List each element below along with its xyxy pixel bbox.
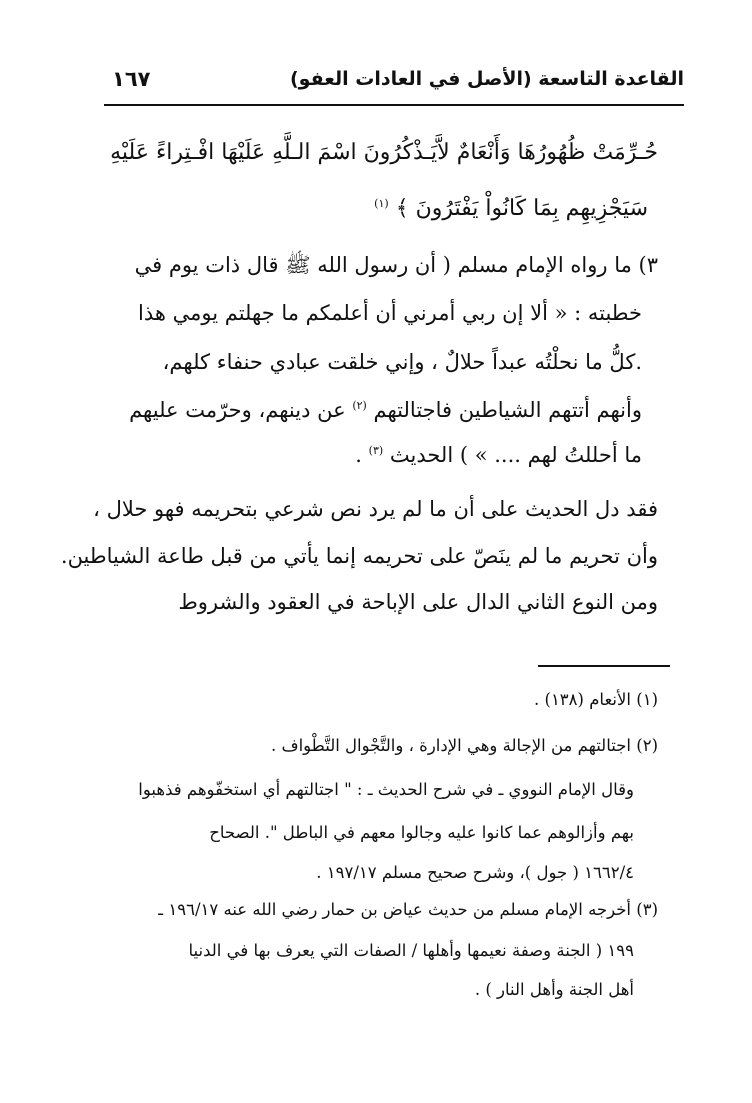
- footnote-3-cont-1: ١٩٩ ( الجنة وصفة نعيمها وأهلها / الصفات التي يعرف بها في الدنيا: [188, 941, 634, 960]
- page-number: ١٦٧: [112, 67, 151, 91]
- verse-text-2: سَيَجْزِيهِم بِمَا كَانُواْ يَفْتَرُونَ ﴾: [395, 196, 648, 221]
- verse-text-1: حُـرِّمَتْ ظُهُورُهَا وَأَنْعَامٌ لاَّيَـذْكُرُونَ اسْمَ الـلَّهِ عَلَيْهَا افْـتِراءً عَلَيْهِ: [110, 140, 658, 165]
- item3-line-1: ٣) ما رواه الإمام مسلم ( أن رسول الله ﷺ قال ذات يوم في: [134, 253, 658, 277]
- item3-line-4: [129, 398, 642, 422]
- item3-line-2: خطبته : « ألا إن ربي أمرني أن أعلمكم ما جهلتم يومي هذا: [138, 301, 642, 325]
- item3-line-4a: وأنهم أتتهم الشياطين فاجتالتهم: [373, 398, 642, 422]
- running-header: [112, 62, 684, 96]
- conclusion-line-1: فقد دل الحديث على أن ما لم يرد نص شرعي بتحريمه فهو حلال ،: [93, 497, 658, 521]
- verse-line-2: [374, 196, 648, 221]
- footnote-marker-2: (٢): [352, 399, 367, 412]
- item3-line-3: .كلُّ ما نحلْتُه عبداً حلالٌ ، وإني خلقت عبادي حنفاء كلهم،: [162, 350, 642, 374]
- footnote-separator: [538, 665, 670, 667]
- footnote-3-cont-2: أهل الجنة وأهل النار ) .: [474, 980, 634, 999]
- conclusion-line-3: ومن النوع الثاني الدال على الإباحة في العقود والشروط: [178, 590, 658, 614]
- item3-line-5: [355, 443, 642, 467]
- footnote-2-cont-1: وقال الإمام النووي ـ في شرح الحديث ـ : " اجتالتهم أي استخفّوهم فذهبوا: [138, 780, 634, 799]
- footnote-2-cont-3: ١٦٦٢/٤ ( جول )، وشرح صحيح مسلم ١٩٧/١٧ .: [316, 863, 634, 882]
- footnote-1: (١) الأنعام (١٣٨) .: [534, 690, 658, 709]
- item3-line-4b: عن دينهم، وحرّمت عليهم: [129, 398, 346, 422]
- footnote-marker-3: (٣): [368, 444, 384, 457]
- chapter-title: القاعدة التاسعة (الأصل في العادات العفو): [290, 68, 684, 90]
- footnote-marker-1: (١): [374, 197, 389, 210]
- item3-line-5b: .: [355, 443, 362, 467]
- verse-line-1: [110, 140, 658, 165]
- item3-line-5a: ما أحللتُ لهم .... » ) الحديث: [389, 443, 642, 467]
- footnote-2: (٢) اجتالتهم من الإجالة وهي الإدارة ، والتَّجْوال التَّطْواف .: [270, 736, 658, 755]
- header-rule: [104, 104, 684, 106]
- conclusion-line-2: وأن تحريم ما لم ينَصّ على تحريمه إنما يأتي من قبل طاعة الشياطين.: [60, 544, 658, 568]
- footnote-2-cont-2: بهم وأزالوهم عما كانوا عليه وجالوا معهم في الباطل ". الصحاح: [209, 823, 634, 842]
- footnote-3: (٣) أخرجه الإمام مسلم من حديث عياض بن حمار رضي الله عنه ١٩٦/١٧ ـ: [158, 900, 658, 919]
